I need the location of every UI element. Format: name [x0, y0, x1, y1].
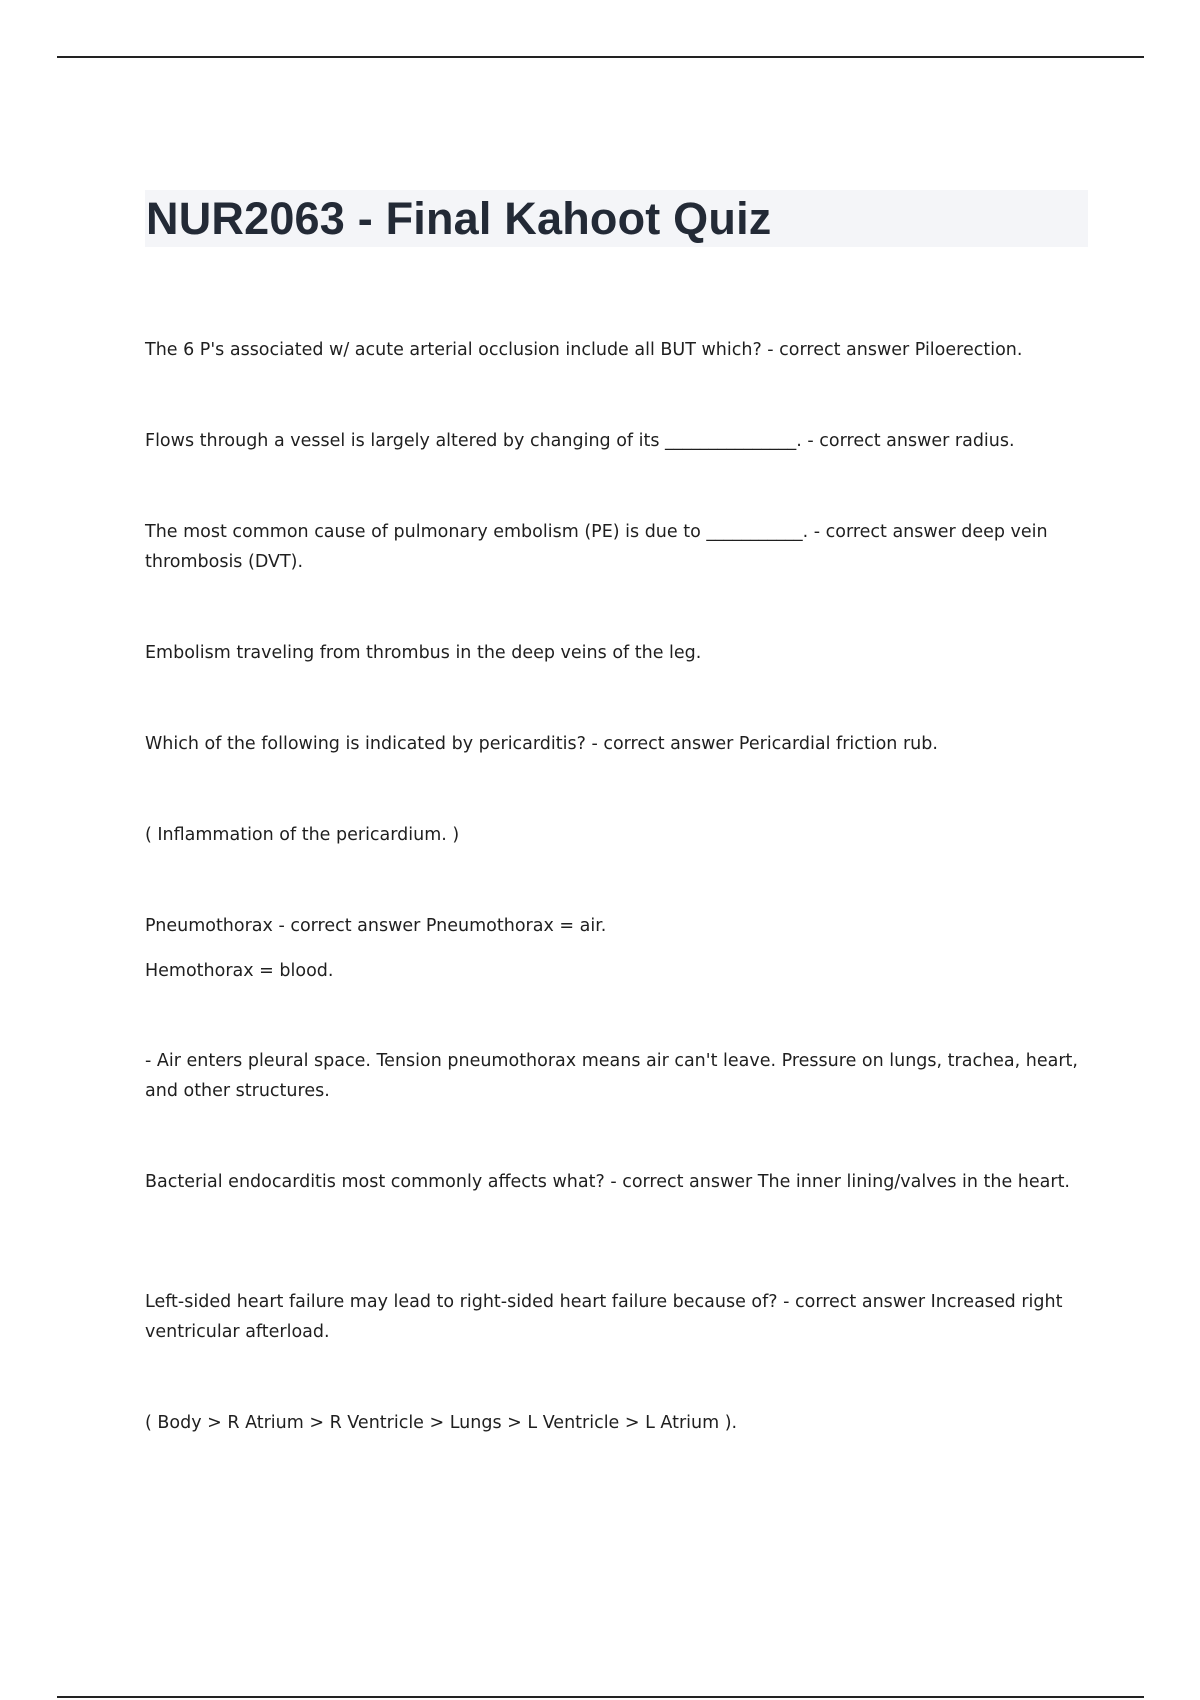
paragraph-12: ( Body > R Atrium > R Ventricle > Lungs > L Ventricle > L Atrium ). — [145, 1413, 738, 1433]
paragraph-5: Which of the following is indicated by pericarditis? - correct answer Pericardial friction rub. — [145, 734, 938, 754]
paragraph-7: Pneumothorax - correct answer Pneumothorax = air. — [145, 916, 607, 936]
paragraph-2: Flows through a vessel is largely altered by changing of its _______________. - correct answer radius. — [145, 431, 1015, 451]
paragraph-4: Embolism traveling from thrombus in the deep veins of the leg. — [145, 643, 702, 663]
paragraph-11: Left-sided heart failure may lead to right-sided heart failure because of? - correct answer Increased right ventricular afterload. — [145, 1292, 1063, 1342]
paragraph-8: Hemothorax = blood. — [145, 961, 334, 981]
paragraph-3: The most common cause of pulmonary embolism (PE) is due to ___________. - correct answer deep vein thrombosis (DVT). — [145, 522, 1048, 572]
paragraph-1: The 6 P's associated w/ acute arterial occlusion include all BUT which? - correct answer Piloerection. — [145, 340, 1023, 360]
paragraph-10: Bacterial endocarditis most commonly affects what? - correct answer The inner lining/valves in the heart. — [145, 1172, 1070, 1192]
paragraph-6: ( Inflammation of the pericardium. ) — [145, 825, 460, 845]
bottom-rule — [57, 1696, 1144, 1698]
paragraph-9: - Air enters pleural space. Tension pneumothorax means air can't leave. Pressure on lungs, trachea, heart, and other structures. — [145, 1051, 1078, 1101]
document-title: NUR2063 - Final Kahoot Quiz — [146, 193, 772, 244]
top-rule — [57, 56, 1144, 58]
